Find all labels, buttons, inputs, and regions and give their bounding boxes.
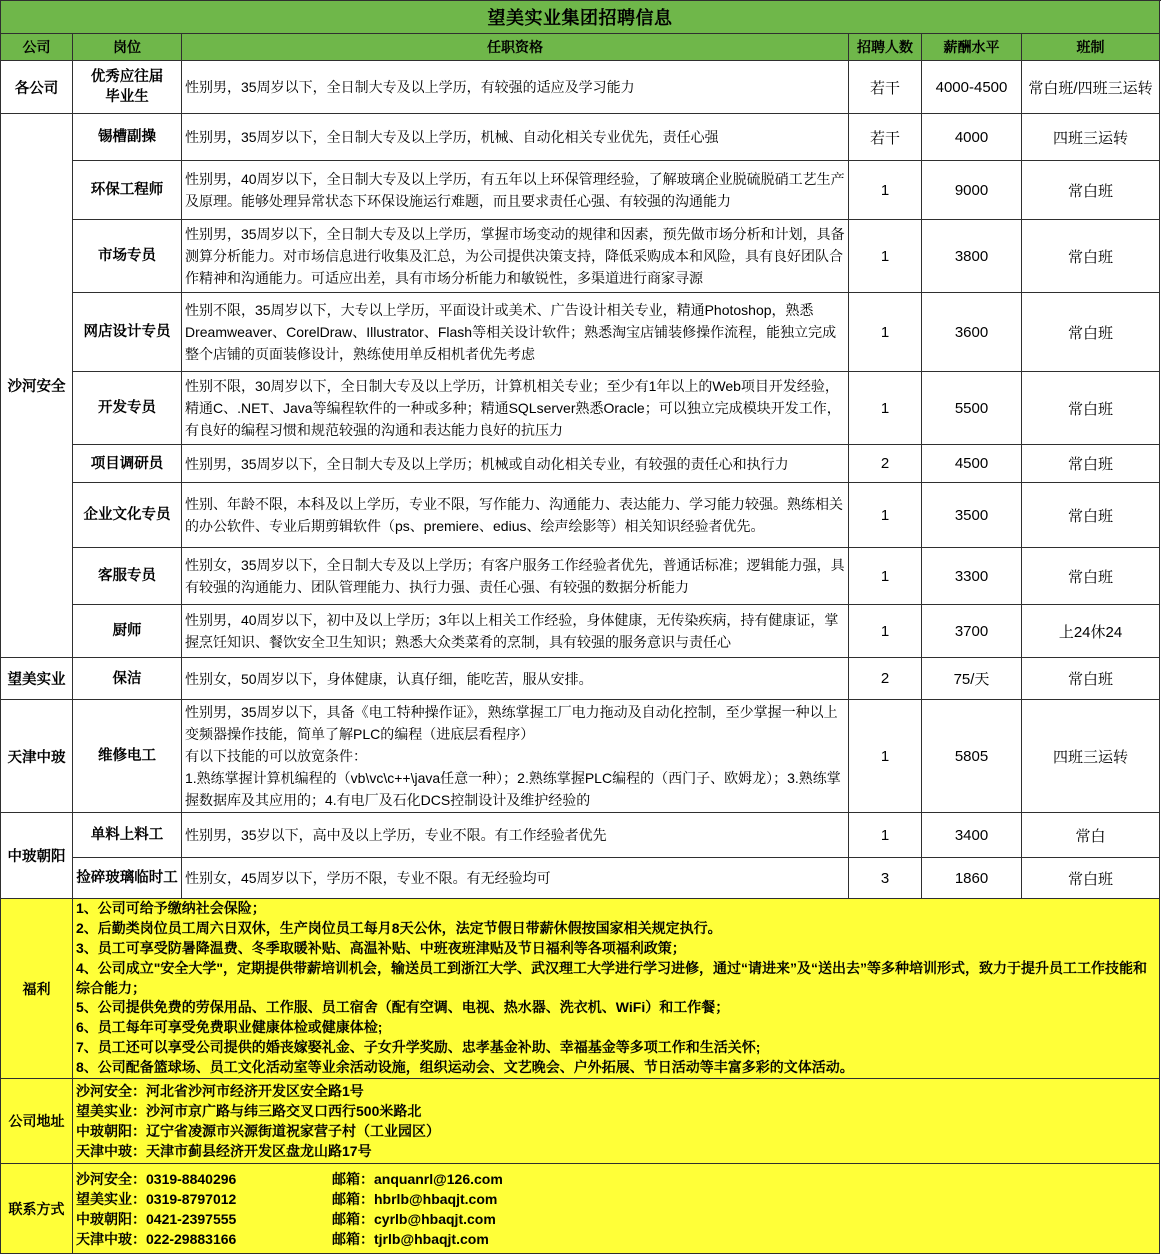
salary-cell: 3700 (922, 605, 1022, 658)
salary-cell: 1860 (922, 858, 1022, 899)
company-cell: 沙河安全 (1, 114, 73, 658)
requirements-cell: 性别男，40周岁以下，全日制大专及以上学历，有五年以上环保管理经验，了解玻璃企业脱硫脱硝工艺生产及原理。能够处理异常状态下环保设施运行难题，而且要求责任心强、有较强的沟通能力 (182, 161, 849, 220)
header-position: 岗位 (73, 34, 182, 61)
requirements-cell: 性别男，35周岁以下，全日制大专及以上学历；机械或自动化相关专业，有较强的责任心和执行力 (182, 445, 849, 483)
position-cell: 项目调研员 (73, 445, 182, 483)
requirements-cell: 性别男，40周岁以下，初中及以上学历；3年以上相关工作经验，身体健康，无传染疾病，持有健康证，掌握烹饪知识、餐饮安全卫生知识；熟悉大众类菜肴的烹制，具有较强的服务意识与责任心 (182, 605, 849, 658)
salary-cell: 5805 (922, 700, 1022, 813)
company-cell: 望美实业 (1, 658, 73, 700)
salary-cell: 75/天 (922, 658, 1022, 700)
benefit-item: 8、公司配备篮球场、员工文化活动室等业余活动设施，组织运动会、文艺晚会、户外拓展、节日活动等丰富多彩的文体活动。 (76, 1058, 854, 1075)
benefits-label: 福利 (1, 899, 73, 1079)
headcount-cell: 2 (849, 445, 922, 483)
address-list (73, 1079, 1160, 1164)
shift-cell: 常白班 (1022, 658, 1160, 700)
company-cell: 天津中玻 (1, 700, 73, 813)
salary-cell: 3800 (922, 220, 1022, 293)
benefit-item: 1、公司可给予缴纳社会保险； (76, 900, 266, 917)
position-cell: 保洁 (73, 658, 182, 700)
salary-cell: 3400 (922, 813, 1022, 858)
shift-cell: 常白班 (1022, 293, 1160, 372)
shift-cell: 常白班/四班三运转 (1022, 61, 1160, 114)
contact-phone: 沙河安全：0319-8840296 (76, 1170, 237, 1187)
salary-cell: 5500 (922, 372, 1022, 445)
salary-cell: 4000-4500 (922, 61, 1022, 114)
salary-cell: 4500 (922, 445, 1022, 483)
headcount-cell: 若干 (849, 114, 922, 161)
contact-label: 联系方式 (1, 1164, 73, 1254)
salary-cell: 4000 (922, 114, 1022, 161)
headcount-cell: 1 (849, 372, 922, 445)
position-cell: 维修电工 (73, 700, 182, 813)
position-cell: 客服专员 (73, 548, 182, 605)
shift-cell: 上24休24 (1022, 605, 1160, 658)
salary-cell: 3300 (922, 548, 1022, 605)
headcount-cell: 3 (849, 858, 922, 899)
position-cell: 单料上料工 (73, 813, 182, 858)
benefit-item: 4、公司成立"安全大学"，定期提供带薪培训机会，输送员工到浙江大学、武汉理工大学进行学习进修，通过“请进来”及“送出去”等多种培训形式，致力于提升员工工作技能和综合能力； (76, 959, 1148, 996)
headcount-cell: 1 (849, 293, 922, 372)
headcount-cell: 1 (849, 161, 922, 220)
contact-phone: 望美实业：0319-8797012 (76, 1190, 237, 1207)
header-requirements: 任职资格 (182, 34, 849, 61)
contact-phone: 天津中玻：022-29883166 (76, 1230, 237, 1247)
contact-row (76, 1169, 1156, 1189)
benefit-item: 2、后勤类岗位员工周六日双休，生产岗位员工每月8天公休，法定节假日带薪休假按国家相关规定执行。 (76, 920, 722, 937)
address-label: 公司地址 (1, 1079, 73, 1164)
salary-cell: 9000 (922, 161, 1022, 220)
shift-cell: 常白班 (1022, 548, 1160, 605)
contact-email: 邮箱：cyrlb@hbaqjt.com (332, 1210, 496, 1227)
requirements-cell: 性别男，35周岁以下，全日制大专及以上学历，有较强的适应及学习能力 (182, 61, 849, 114)
shift-cell: 常白 (1022, 813, 1160, 858)
position-cell: 开发专员 (73, 372, 182, 445)
headcount-cell: 1 (849, 548, 922, 605)
contact-email: 邮箱：anquanrl@126.com (332, 1170, 503, 1187)
headcount-cell: 1 (849, 813, 922, 858)
header-salary: 薪酬水平 (922, 34, 1022, 61)
headcount-cell: 2 (849, 658, 922, 700)
position-cell: 市场专员 (73, 220, 182, 293)
header-company: 公司 (1, 34, 73, 61)
headcount-cell: 1 (849, 483, 922, 548)
header-headcount: 招聘人数 (849, 34, 922, 61)
shift-cell: 常白班 (1022, 372, 1160, 445)
address-item: 天津中玻：天津市蓟县经济开发区盘龙山路17号 (76, 1143, 372, 1159)
position-cell: 优秀应往届 毕业生 (73, 61, 182, 114)
headcount-cell: 1 (849, 605, 922, 658)
contact-list (73, 1164, 1160, 1254)
benefit-item: 5、公司提供免费的劳保用品、工作服、员工宿舍（配有空调、电视、热水器、洗衣机、WiFi）和工作餐； (76, 999, 730, 1016)
headcount-cell: 1 (849, 220, 922, 293)
address-item: 中玻朝阳：辽宁省凌源市兴源街道祝家营子村（工业园区） (76, 1123, 440, 1139)
position-cell: 厨师 (73, 605, 182, 658)
requirements-cell: 性别男，35周岁以下，全日制大专及以上学历，机械、自动化相关专业优先，责任心强 (182, 114, 849, 161)
company-cell: 各公司 (1, 61, 73, 114)
contact-email: 邮箱：tjrlb@hbaqjt.com (332, 1230, 489, 1247)
requirements-cell: 性别不限，30周岁以下，全日制大专及以上学历，计算机相关专业；至少有1年以上的Web项目开发经验，精通C、.NET、Java等编程软件的一种或多种；精通SQLserver熟悉Oracle；可以独立完成模块开发工作，有良好的编程习惯和规范较强的沟通和表达能力良好的抗压力 (182, 372, 849, 445)
requirements-cell: 性别男，35岁以下，高中及以上学历，专业不限。有工作经验者优先 (182, 813, 849, 858)
company-cell: 中玻朝阳 (1, 813, 73, 899)
table-title: 望美实业集团招聘信息 (1, 1, 1160, 34)
requirements-cell: 性别女，45周岁以下，学历不限，专业不限。有无经验均可 (182, 858, 849, 899)
requirements-cell: 性别女，50周岁以下，身体健康，认真仔细，能吃苦，服从安排。 (182, 658, 849, 700)
shift-cell: 常白班 (1022, 858, 1160, 899)
benefit-item: 3、员工可享受防暑降温费、冬季取暖补贴、高温补贴、中班夜班津贴及节日福利等各项福利政策； (76, 940, 686, 956)
position-cell: 环保工程师 (73, 161, 182, 220)
requirements-cell: 性别女，35周岁以下，全日制大专及以上学历；有客户服务工作经验者优先，普通话标准；逻辑能力强，具有较强的沟通能力、团队管理能力、执行力强、责任心强、有较强的数据分析能力 (182, 548, 849, 605)
shift-cell: 四班三运转 (1022, 114, 1160, 161)
benefit-item: 6、员工每年可享受免费职业健康体检或健康体检; (76, 1019, 383, 1036)
benefit-item: 7、员工还可以享受公司提供的婚丧嫁娶礼金、子女升学奖励、忠孝基金补助、幸福基金等多项工作和生活关怀; (76, 1038, 761, 1055)
shift-cell: 常白班 (1022, 445, 1160, 483)
position-cell: 企业文化专员 (73, 483, 182, 548)
shift-cell: 常白班 (1022, 483, 1160, 548)
contact-row (76, 1229, 1156, 1249)
salary-cell: 3600 (922, 293, 1022, 372)
requirements-cell: 性别不限，35周岁以下，大专以上学历，平面设计或美术、广告设计相关专业，精通Photoshop，熟悉Dreamweaver、CorelDraw、Illustrator、Flash等相关设计软件；熟悉淘宝店铺装修操作流程，能独立完成整个店铺的页面装修设计，熟练使用单反相机者优先考虑 (182, 293, 849, 372)
shift-cell: 常白班 (1022, 220, 1160, 293)
contact-row (76, 1189, 1156, 1209)
contact-email: 邮箱：hbrlb@hbaqjt.com (332, 1190, 498, 1207)
requirements-cell: 性别男，35周岁以下，具备《电工特种操作证》，熟练掌握工厂电力拖动及自动化控制，至少掌握一种以上变频器操作技能，简单了解PLC的编程（进底层看程序） 有以下技能的可以放宽条件： 1.熟练掌握计算机编程的（vb\vc\c++\java任意一种）；2.熟练掌握PLC编程的（西门子、欧姆龙）；3.熟练掌握数据库及其应用的；4.有电厂及石化DCS控制设计及维护经验的 (182, 700, 849, 813)
benefits-list (73, 899, 1160, 1079)
position-cell: 锡槽副操 (73, 114, 182, 161)
contact-row (76, 1209, 1156, 1229)
address-item: 沙河安全：河北省沙河市经济开发区安全路1号 (76, 1083, 364, 1099)
address-item: 望美实业：沙河市京广路与纬三路交叉口西行500米路北 (76, 1103, 422, 1119)
position-cell: 网店设计专员 (73, 293, 182, 372)
headcount-cell: 若干 (849, 61, 922, 114)
contact-phone: 中玻朝阳：0421-2397555 (76, 1210, 237, 1227)
position-cell: 捡碎玻璃临时工 (73, 858, 182, 899)
shift-cell: 四班三运转 (1022, 700, 1160, 813)
headcount-cell: 1 (849, 700, 922, 813)
requirements-cell: 性别、年龄不限，本科及以上学历，专业不限，写作能力、沟通能力、表达能力、学习能力较强。熟练相关的办公软件、专业后期剪辑软件（ps、premiere、edius、绘声绘影等）相关知识经验者优先。 (182, 483, 849, 548)
salary-cell: 3500 (922, 483, 1022, 548)
requirements-cell: 性别男，35周岁以下，全日制大专及以上学历，掌握市场变动的规律和因素，预先做市场分析和计划，具备测算分析能力。对市场信息进行收集及汇总，为公司提供决策支持，降低采购成本和风险，具有良好团队合作精神和沟通能力。可适应出差，具有市场分析能力和敏锐性，多渠道进行商家寻源 (182, 220, 849, 293)
header-shift: 班制 (1022, 34, 1160, 61)
shift-cell: 常白班 (1022, 161, 1160, 220)
